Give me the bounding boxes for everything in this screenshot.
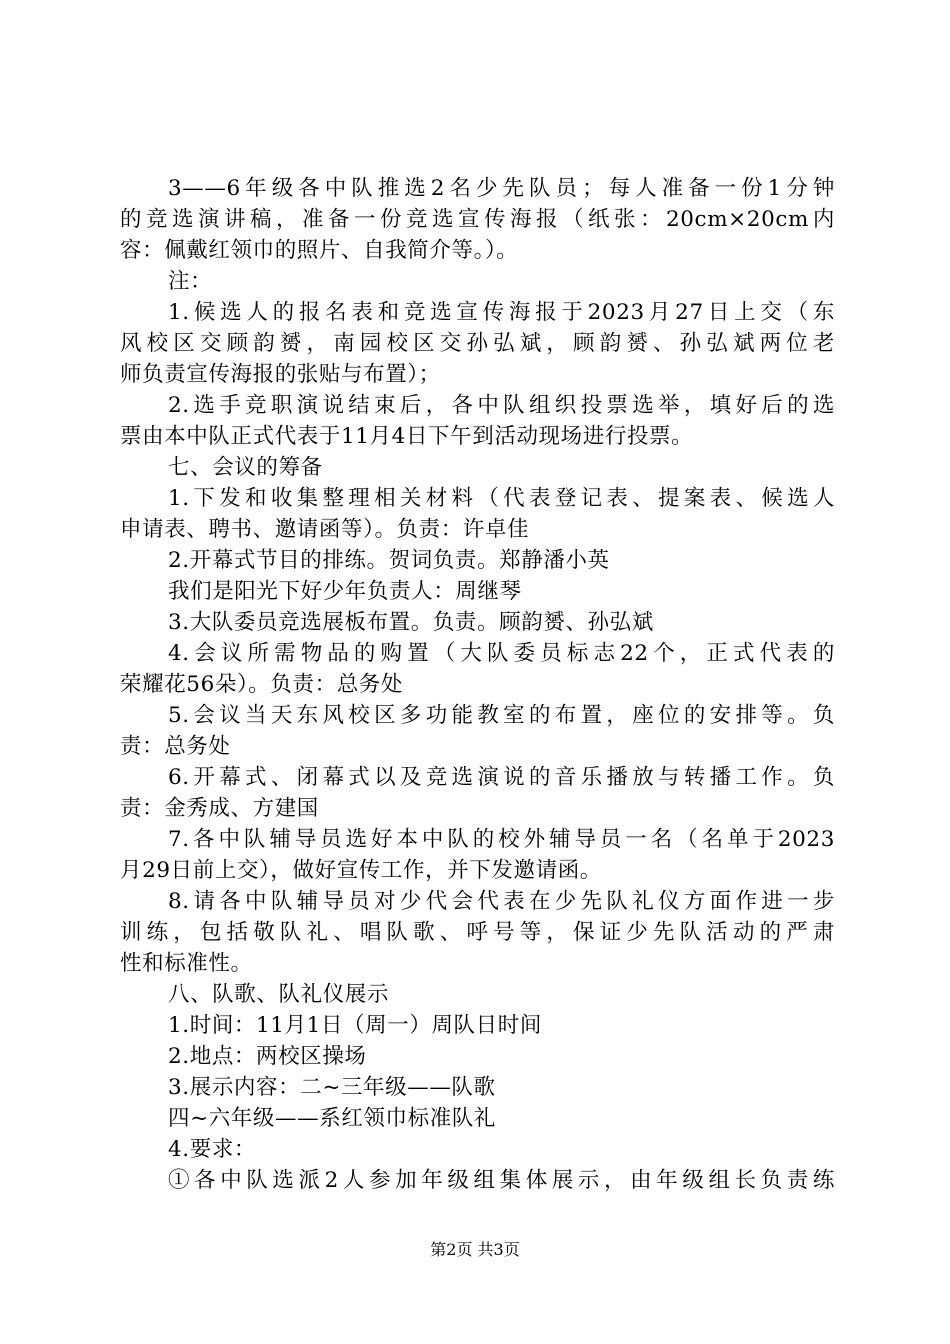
text-line-8: 2.选手竞职演说结束后，各中队组织投票选举，填好后的选 [168, 393, 835, 418]
text-line-2: 的竞选演讲稿，准备一份竞选宣传海报（纸张：20cm×20cm内 [120, 207, 835, 232]
page-number-footer: 第2页 共3页 [430, 1240, 520, 1259]
text-line-9: 票由本中队正式代表于11月4日下午到活动现场进行投票。 [120, 424, 694, 449]
text-line-13: 2.开幕式节目的排练。贺词负责。郑静潘小英 [168, 548, 610, 573]
text-line-30: 3.展示内容：二~三年级——队歌 [168, 1075, 496, 1100]
text-line-25: 训练，包括敬队礼、唱队歌、呼号等，保证少先队活动的严肃 [120, 920, 835, 945]
text-line-16: 4.会议所需物品的购置（大队委员标志22个，正式代表的 [168, 641, 835, 666]
text-line-12: 申请表、聘书、邀请函等）。负责：许卓佳 [120, 517, 530, 542]
section-heading-8: 八、队歌、队礼仪展示 [168, 982, 390, 1007]
text-line-20: 6.开幕式、闭幕式以及竞选演说的音乐播放与转播工作。负 [168, 765, 835, 790]
document-body [120, 173, 835, 1196]
text-line-7: 师负责宣传海报的张贴与布置）； [120, 362, 441, 387]
text-line-31: 四~六年级——系红领巾标准队礼 [168, 1106, 497, 1131]
text-line-18: 5.会议当天东风校区多功能教室的布置，座位的安排等。负 [168, 703, 835, 728]
text-line-22: 7.各中队辅导员选好本中队的校外辅导员一名（名单于2023 [168, 827, 835, 852]
section-heading-7: 七、会议的筹备 [168, 455, 323, 480]
text-line-11: 1.下发和收集整理相关材料（代表登记表、提案表、候选人 [168, 486, 835, 511]
text-line-29: 2.地点：两校区操场 [168, 1044, 367, 1069]
text-line-4: 注： [168, 269, 213, 294]
text-line-6: 风校区交顾韵赟，南园校区交孙弘斌，顾韵赟、孙弘斌两位老 [120, 331, 835, 356]
text-line-24: 8.请各中队辅导员对少代会代表在少先队礼仪方面作进一步 [168, 889, 835, 914]
text-line-28: 1.时间：11月1日（周一）周队日时间 [168, 1013, 542, 1038]
text-line-23: 月29日前上交），做好宣传工作，并下发邀请函。 [120, 858, 602, 883]
text-line-32: 4.要求： [168, 1137, 257, 1162]
text-line-3: 容：佩戴红领巾的照片、自我简介等。）。 [120, 238, 519, 263]
text-line-19: 责：总务处 [120, 734, 231, 759]
text-line-5: 1.候选人的报名表和竞选宣传海报于2023月27日上交（东 [168, 300, 835, 325]
text-line-21: 责：金秀成、方建国 [120, 796, 319, 821]
text-line-33: ①各中队选派2人参加年级组集体展示，由年级组长负责练 [168, 1168, 835, 1193]
text-line-1: 3——6年级各中队推选2名少先队员；每人准备一份1分钟 [168, 176, 835, 201]
text-line-17: 荣耀花56朵）。负责：总务处 [120, 672, 404, 697]
text-line-14: 我们是阳光下好少年负责人：周继琴 [168, 579, 522, 604]
text-line-26: 性和标准性。 [120, 951, 253, 976]
text-line-15: 3.大队委员竞选展板布置。负责。顾韵赟、孙弘斌 [168, 610, 654, 635]
